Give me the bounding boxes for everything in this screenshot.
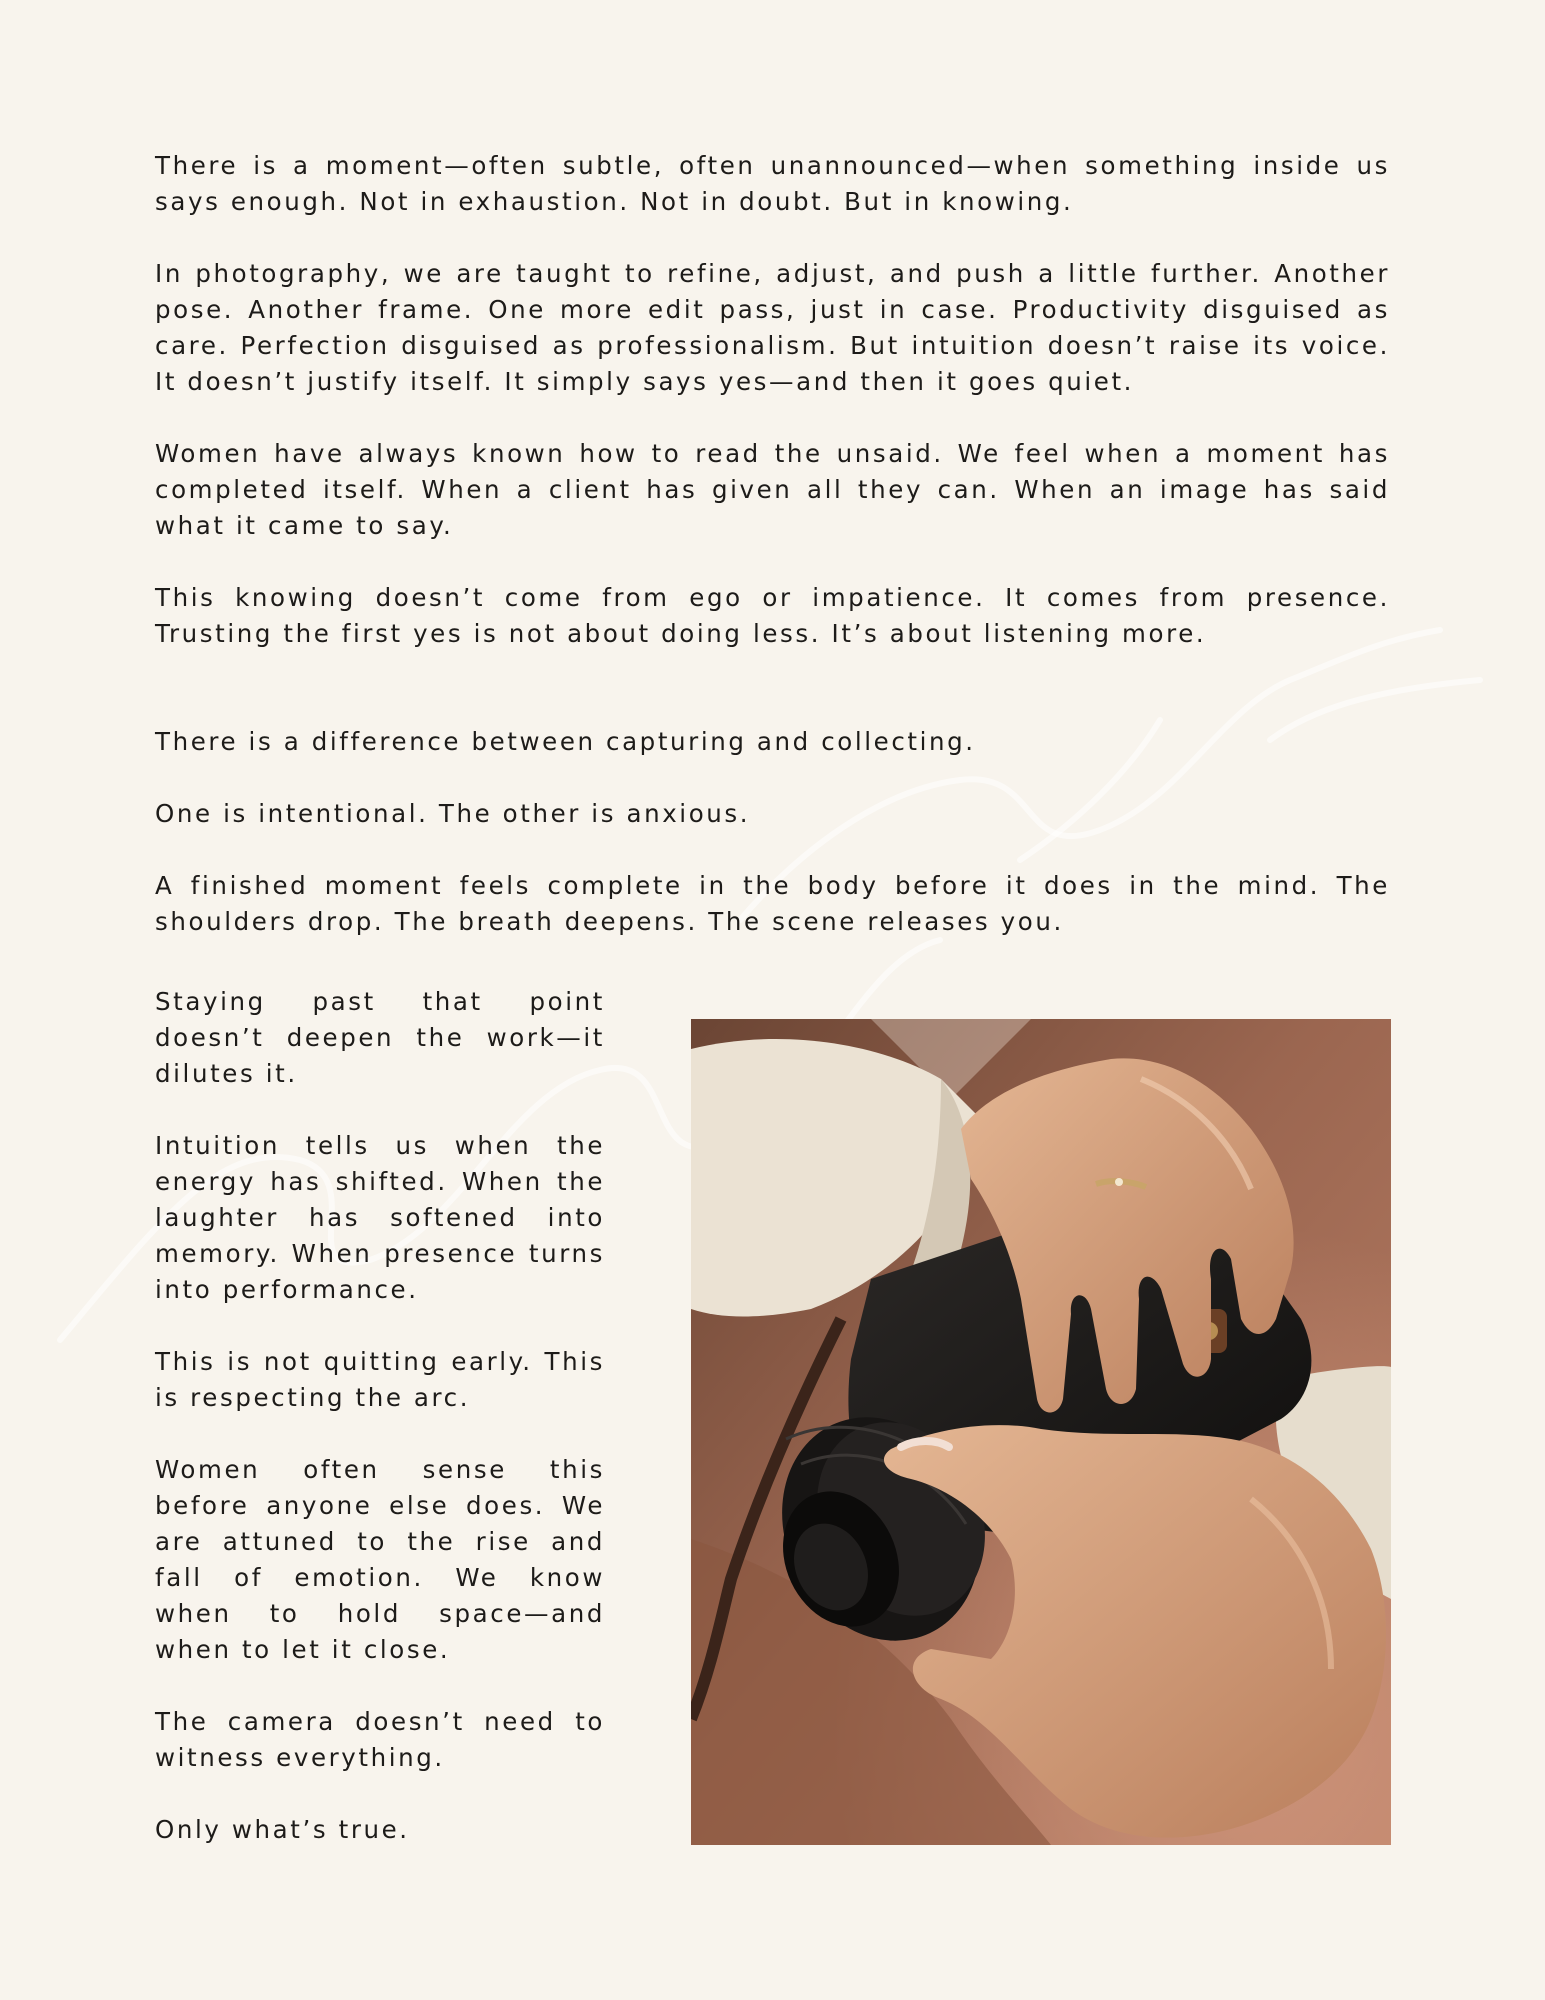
paragraph-difference: There is a difference between capturing and collecting. bbox=[155, 727, 976, 756]
article-top-text bbox=[155, 148, 1390, 940]
paragraph-intentional: One is intentional. The other is anxious. bbox=[155, 799, 751, 828]
paragraph-moment: There is a moment—often subtle, often unannounced—when something inside us says enough. Not in exhaustion. Not in doubt. But in knowing. bbox=[155, 151, 1390, 216]
paragraph-photography: In photography, we are taught to refine, adjust, and push a little further. Another pose. Another frame. One more edit pass, just in case. Productivity disguised as care. Perfection disguised as professionalism. But intuition doesn’t raise its voice. It doesn’t justify itself. It simply says yes—and then it goes quiet. bbox=[155, 259, 1390, 396]
paragraph-women-read: Women have always known how to read the unsaid. We feel when a moment has completed itself. When a client has given all they can. When an image has said what it came to say. bbox=[155, 439, 1390, 540]
hands-holding-camera-photo bbox=[691, 1019, 1391, 1845]
paragraph-camera-witness: The camera doesn’t need to witness everything. bbox=[155, 1707, 605, 1772]
paragraph-finished-moment: A finished moment feels complete in the body before it does in the mind. The shoulders drop. The breath deepens. The scene releases you. bbox=[155, 871, 1390, 936]
paragraph-only-true: Only what’s true. bbox=[155, 1815, 410, 1844]
paragraph-staying-past: Staying past that point doesn’t deepen the work—it dilutes it. bbox=[155, 987, 605, 1088]
paragraph-knowing: This knowing doesn’t come from ego or impatience. It comes from presence. Trusting the first yes is not about doing less. It’s about listening more. bbox=[155, 583, 1390, 648]
paragraph-not-quitting: This is not quitting early. This is respecting the arc. bbox=[155, 1347, 605, 1412]
paragraph-intuition: Intuition tells us when the energy has shifted. When the laughter has softened into memory. When presence turns into performance. bbox=[155, 1131, 605, 1304]
photo-illustration bbox=[691, 1019, 1391, 1845]
paragraph-women-sense: Women often sense this before anyone else does. We are attuned to the rise and fall of emotion. We know when to hold space—and when to let it close. bbox=[155, 1455, 605, 1664]
article-column-text bbox=[155, 984, 605, 1848]
